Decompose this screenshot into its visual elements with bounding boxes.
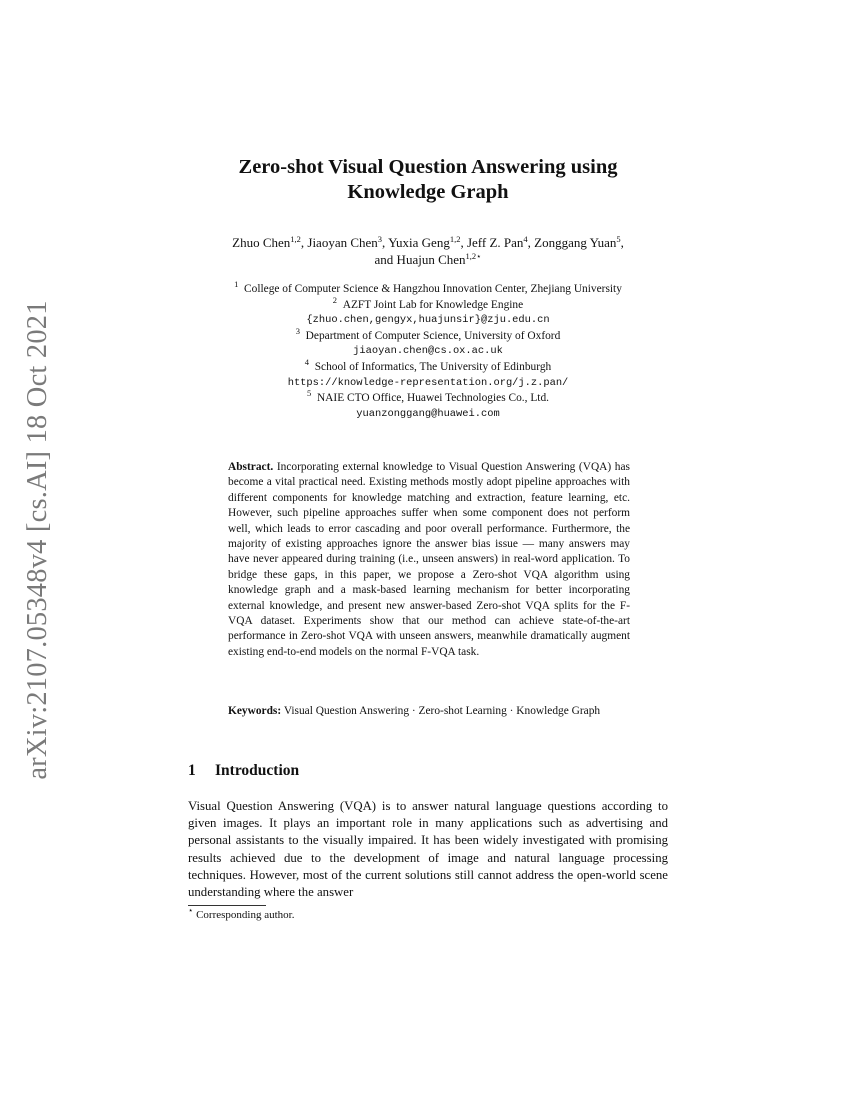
author-list [168,234,688,268]
affiliation-mark: 1 [234,279,239,289]
section-title: Introduction [215,762,300,779]
section-number: 1 [188,762,196,779]
author-affiliation-mark: 1,2⋆ [465,251,482,261]
footnote [188,905,295,921]
abstract-label: Abstract. [228,461,274,473]
author-affiliation-mark: 1,2 [449,234,461,244]
author-name: Jiaoyan Chen [307,235,378,250]
author-affiliation-mark: 1,2 [290,234,301,244]
affiliation-row: $^1$ College of Computer Science & Hangzhou Innovation Center, Zhejiang University [234,279,622,295]
affiliation-row: $^4$ School of Informatics, The University of Edinburgh [304,356,552,373]
author-name: and Huajun Chen [374,252,466,267]
author-name: Yuxia Geng [388,235,450,250]
section-heading [188,762,299,780]
title-line-1: Zero-shot Visual Question Answering using [238,156,618,178]
affiliation-email[interactable]: jiaoyan.chen@cs.ox.ac.uk [353,345,503,358]
author-name: Jeff Z. Pan [466,235,524,250]
author-affiliation-mark: 3 [377,234,383,244]
author-affiliation-mark: 5 [616,234,621,244]
affiliation-mark: 4 [304,356,309,367]
affiliation-email[interactable]: {zhuo.chen,gengyx,huajunsir}@zju.edu.cn [306,314,550,327]
introduction-paragraph: Visual Question Answering (VQA) is to answer natural language questions according to given images. It plays an important role in many applications such as advertising and personal assistants to the visually impaired. It has been widely investigated with promising results achieved due to the development of image and natural language processing techniques. However, most of the current solutions still cannot address the open-world scene understanding where the answer [188,799,668,900]
abstract-text: Incorporating external knowledge to Visual Question Answering (VQA) has become a vital practical need. Existing methods mostly adopt pipeline approaches with different components for knowledge matching and extraction, feature learning, etc. However, such pipeline approaches suffer when some component does not perform well, which leads to error cascading and poor overall performance. Furthermore, the majority of existing approaches ignore the answer bias issue — many answers may have never appeared during training (i.e., unseen answers) in real-word application. To bridge these gaps, in this paper, we propose a Zero-shot VQA algorithm using knowledge graph and a mask-based learning mechanism for better incorporating external knowledge, and present new answer-based Zero-shot VQA splits for the F-VQA dataset. Experiments show that our method can achieve state-of-the-art performance in Zero-shot VQA with unseen answers, meanwhile dramatically augment existing end-to-end models on the normal F-VQA task. [228,461,630,658]
affiliation-mark: 3 [295,325,300,336]
affiliation-row: $^5$ NAIE CTO Office, Huawei Technologies Co., Ltd. [307,388,549,405]
author-affiliation-mark: 4 [523,234,528,244]
footnote-mark: ⋆ [188,905,194,915]
affiliation-row: $^3$ Department of Computer Science, University of Oxford [295,325,561,342]
footnote-text: Corresponding author. [196,909,295,921]
affiliation-mark: 5 [307,388,312,399]
keywords-label: Keywords: [228,705,282,717]
title-line-2: Knowledge Graph [347,181,509,203]
author-line-1: Zhuo Chen$^{1,2}$, Jiaoyan Chen$^3$, Yuxia Geng$^{1,2}$, Jeff Z. Pan$^4$, Zonggang Yuan$^5$, [232,234,624,250]
abstract [228,460,630,660]
author-line-2 [168,251,688,268]
keywords-text: Visual Question Answering · Zero-shot Learning · Knowledge Graph [283,705,601,717]
affiliation-list [168,279,688,422]
arxiv-identifier-stamp: arXiv:2107.05348v4 [cs.AI] 18 Oct 2021 [22,300,53,780]
affiliation-row: $^2$ AZFT Joint Lab for Knowledge Engine [332,294,524,311]
footnote-rule [188,905,266,906]
author-name: Zonggang Yuan [534,235,617,250]
affiliation-email[interactable]: yuanzonggang@huawei.com [356,407,500,420]
keywords [228,704,630,719]
paper-title [188,155,668,205]
author-name: Zhuo Chen [232,235,291,250]
affiliation-mark: 2 [332,294,338,305]
affiliation-url-link[interactable]: https://knowledge-representation.org/j.z.pan/ [287,376,569,389]
